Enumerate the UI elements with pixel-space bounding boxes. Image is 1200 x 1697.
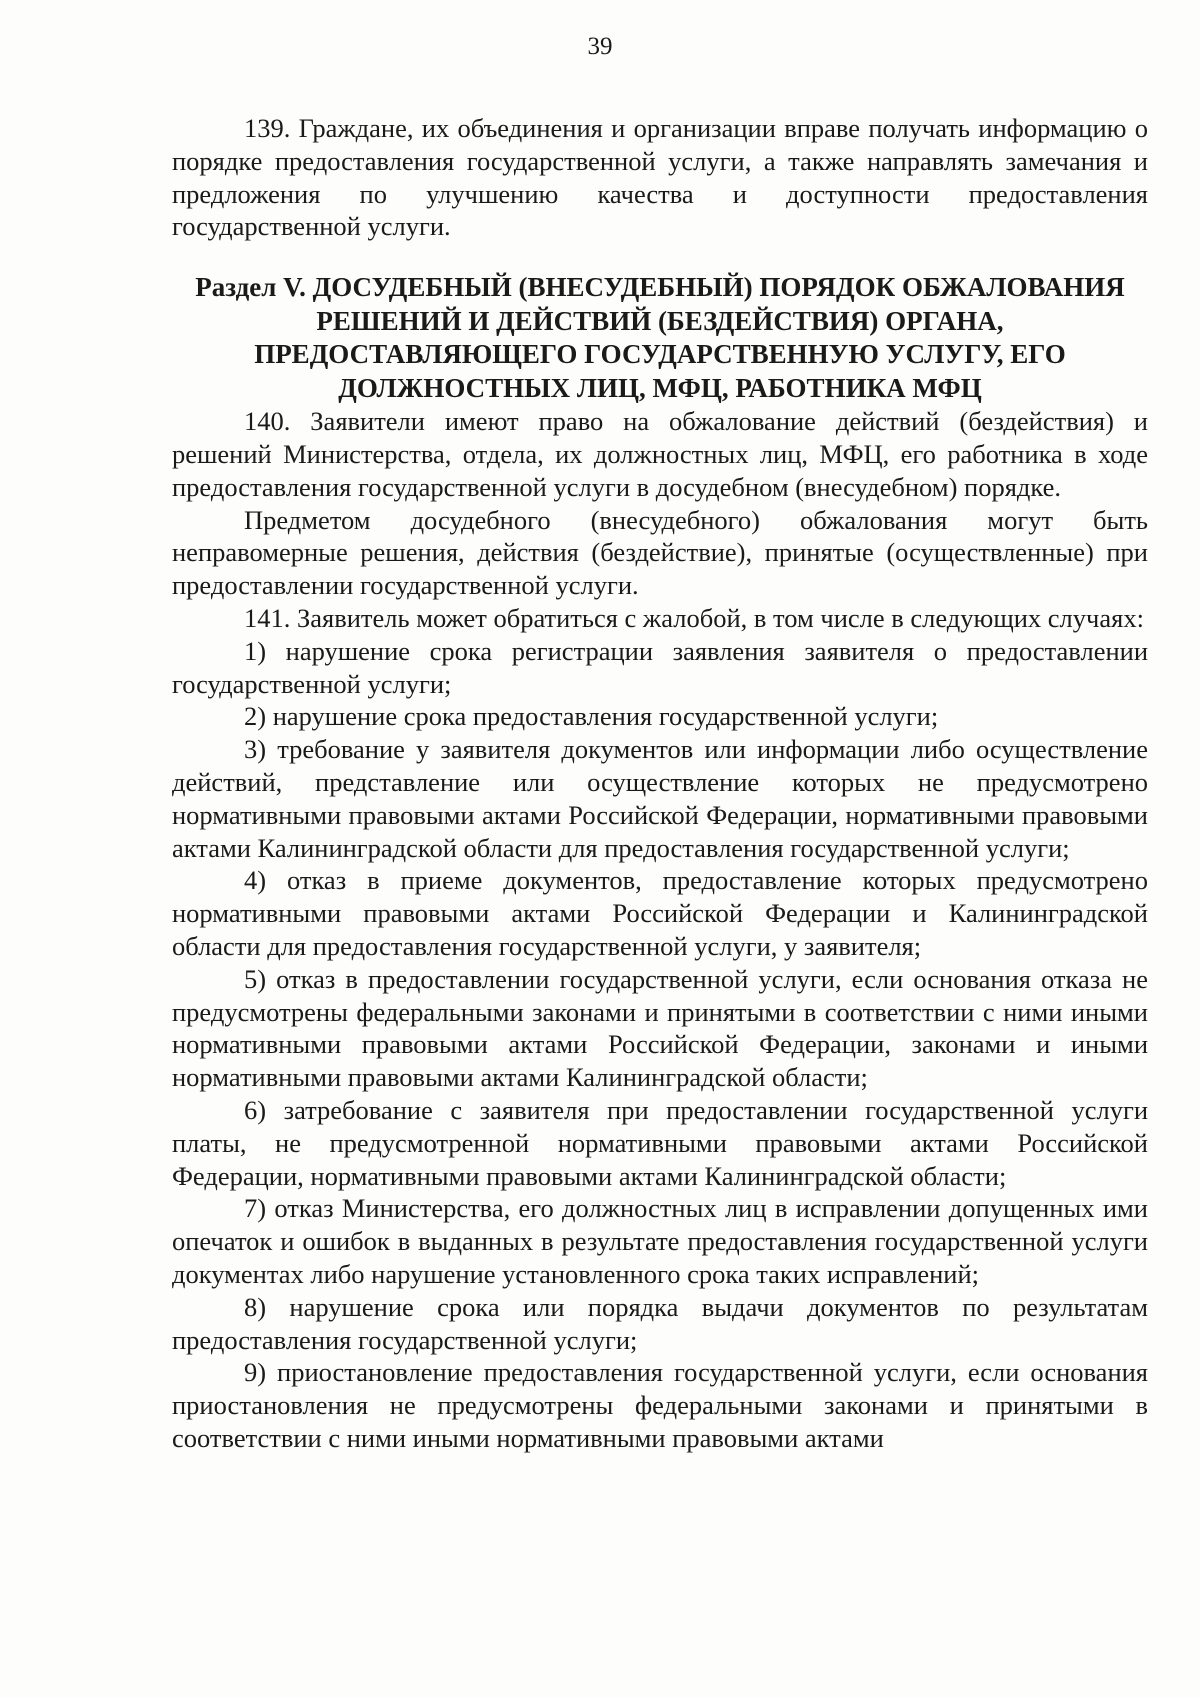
list-item: 8) нарушение срока или порядка выдачи документов по результатам предоставления государственной услуги;: [172, 1291, 1148, 1355]
paragraph-139: 139. Граждане, их объединения и организации вправе получать информацию о порядке предоставления государственной услуги, а также направлять замечания и предложения по улучшению качества и доступности предоставления государственной услуги.: [172, 113, 1148, 242]
list-item: 3) требование у заявителя документов или информации либо осуществление действий, представление или осуществление которых не предусмотрено нормативными правовыми актами Российской Федерации, нормативными правовыми актами Калининградской области для предоставления государственной услуги;: [172, 734, 1148, 863]
paragraph-141: 141. Заявитель может обратиться с жалобой, в том числе в следующих случаях:: [244, 602, 1144, 633]
paragraph-appeal-subject: Предметом досудебного (внесудебного) обжалования могут быть неправомерные решения, действия (бездействие), принятые (осуществленные) при предоставлении государственной услуги.: [172, 504, 1148, 601]
list-item: 2) нарушение срока предоставления государственной услуги;: [244, 701, 939, 732]
section-title: Раздел V. ДОСУДЕБНЫЙ (ВНЕСУДЕБНЫЙ) ПОРЯДОК ОБЖАЛОВАНИЯ РЕШЕНИЙ И ДЕЙСТВИЙ (БЕЗДЕЙСТВИЯ) ОРГАНА, ПРЕДОСТАВЛЯЮЩЕГО ГОСУДАРСТВЕННУЮ УСЛУГУ, ЕГО ДОЛЖНОСТНЫХ ЛИЦ, МФЦ, РАБОТНИКА МФЦ: [195, 272, 1125, 403]
list-item: 5) отказ в предоставлении государственной услуги, если основания отказа не предусмотрены федеральными законами и принятыми в соответствии с ними иными нормативными правовыми актами Российской Федерации, законами и иными нормативными правовыми актами Калининградской области;: [172, 963, 1148, 1093]
list-item: 7) отказ Министерства, его должностных лиц в исправлении допущенных ими опечаток и ошибок в выданных в результате предоставления государственной услуги документах либо нарушение установленного срока таких исправлений;: [172, 1193, 1148, 1289]
page-number: 39: [587, 33, 613, 60]
list-item: 6) затребование с заявителя при предоставлении государственной услуги платы, не предусмотренной нормативными правовыми актами Российской Федерации, нормативными правовыми актами Калининградской области;: [172, 1094, 1148, 1191]
list-item: 9) приостановление предоставления государственной услуги, если основания приостановления не предусмотрены федеральными законами и принятыми в соответствии с ними иными нормативными правовыми актами: [172, 1357, 1148, 1453]
list-item: 1) нарушение срока регистрации заявления заявителя о предоставлении государственной услуги;: [172, 635, 1148, 699]
document-body: [172, 112, 1148, 1455]
list-item: 4) отказ в приеме документов, предоставление которых предусмотрено нормативными правовыми актами Российской Федерации и Калининградской области для предоставления государственной услуги, у заявителя;: [172, 865, 1148, 961]
paragraph-140: 140. Заявители имеют право на обжалование действий (бездействия) и решений Министерства, отдела, их должностных лиц, МФЦ, его работника в ходе предоставления государственной услуги в досудебном (внесудебном) порядке.: [172, 406, 1148, 502]
